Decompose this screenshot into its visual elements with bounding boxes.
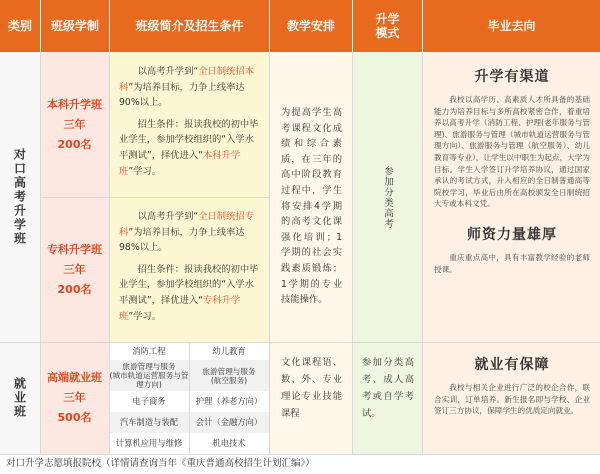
intro-highlight: 全日制统招专科 [119,211,254,238]
intro-text: ”学习。 [128,310,162,322]
footer-note: 对口升学志愿填报院校（详情请查询当年《重庆普通高校招生计划汇编》） [6,458,315,469]
intro-highlight: 本科升学班 [119,149,241,177]
mode-employ-text: 参加分类高考、成人高考或自学考试。 [362,357,414,419]
intro-undergrad-condition [119,117,259,179]
teaching-employ-text: 文化课程语、数、外、专业理论专业技能课程 [281,357,342,419]
job-item: 旅游管理与服务 (航空服务) [189,360,269,391]
major-undergrad-years: 三年 [63,117,86,131]
future-title-teachers: 师资力量雄厚 [467,226,557,243]
future-body-employ: 我校与相关企业进行广泛的校企合作，联合实训，订单培养。新生报名即与学校、企业签订三方协议，保障学生的优质定向就业。 [434,383,590,416]
header-mode: 升学 模式 [352,0,422,52]
mode-exam-text: 参加分类高考 [382,165,393,229]
mode-exam [352,52,422,342]
major-undergrad-name: 本科升学班 [47,97,102,111]
intro-junior [109,197,269,342]
grid-line [109,52,110,454]
intro-highlight: 全日制统招本科 [119,66,254,93]
intro-undergrad [109,52,269,197]
grid-line [40,197,269,198]
job-item: 电子商务 [132,396,166,406]
major-junior [40,197,109,342]
intro-text: ”学习。 [128,165,162,177]
teaching-employ [269,342,352,454]
major-employ-name: 高端就业班 [47,371,102,384]
job-item: 护理（养老方向） [195,396,263,406]
future-employ [422,342,600,454]
job-item: 机电技术 [212,438,246,448]
major-junior-name: 专科升学班 [47,242,102,256]
major-junior-years: 三年 [63,262,86,276]
future-body-teachers: 重庆重点高中，具有丰富教学经验的老师授课。 [434,252,590,274]
category-employ: 就业班 [0,342,40,454]
grid-line [422,52,423,454]
job-item: 幼儿教育 [212,345,246,356]
header-future: 毕业去向 [422,0,600,52]
intro-text: ”为培养目标，力争上线率达98%以上。 [119,226,245,254]
future-title-employ: 就业有保障 [474,357,550,373]
intro-text: 招生条件：报读我校的初中毕业学生，参加学校组织的“入学水平测试”，择优进入“ [119,118,259,161]
major-employ [40,342,109,454]
major-undergrad-quota: 200名 [57,137,92,151]
intro-undergrad-goal [119,64,259,111]
major-undergrad [40,52,109,197]
job-item: 消防工程 [132,345,166,356]
grid-line [189,342,190,454]
intro-text: 招生条件：报读我校的初中毕业学生，参加学校组织的“入学水平测试”，择优进入“ [119,263,259,306]
grid-line [352,52,353,454]
major-employ-quota: 500名 [57,411,92,424]
future-exam [422,52,600,342]
future-body-channel: 我校以高学历、高素质人才所具备的基础能力为培养目标与多所高校紧密合作，着重培养以高考升学（消防工程、护理(老年服务与管理)、旅游服务与管理（城市轨道运营服务与管理方向）、旅游服务与管理（航空服务）、幼儿教育等专业），让学生以中职生为起点，大学为目标。学生入学签订升学培养协议，通过国家承认的考试方式，升入相应的全日制普通高等院校学习，毕业后由所在高校颁发全日制统招大专或本科文凭。 [434,95,590,209]
intro-text: ”为培养目标，力争上线率达90%以上。 [119,81,245,109]
header-teaching: 教学安排 [269,0,352,52]
header-major: 班级学制 [40,0,109,52]
mode-employ [352,342,422,454]
intro-text: 以高考升学到“ [137,211,199,222]
job-item: 汽车制造与装配 [109,412,189,433]
intro-junior-condition [119,262,259,324]
category-exam: 对口高考升学班 [0,52,40,342]
intro-highlight: 专科升学班 [119,294,241,322]
header-intro: 班级简介及招生条件 [109,0,269,52]
teaching-exam [269,52,352,342]
intro-text: 以高考升学到“ [137,66,199,77]
teaching-exam-text: 为提高学生高考课程文化成绩和综合素质，在三年的高中阶段教育过程中，学生将安排4学期的高考文化课强化培训；1学期的社会实践素质锻炼；1学期的专业技能操作。 [281,107,342,306]
job-item: 计算机应用与维修 [115,438,183,448]
future-title-channel: 升学有渠道 [474,69,550,85]
job-item: 会计（金融方向） [189,412,269,433]
grid-line [269,52,270,454]
header-category: 类别 [0,0,40,52]
job-item: 旅游管理与服务 (城市轨道运营服务与管理方向) [109,362,189,389]
major-junior-quota: 200名 [57,282,92,296]
intro-junior-goal [119,209,259,256]
grid-line [0,342,600,343]
major-employ-years: 三年 [63,391,86,404]
grid-line [40,52,41,454]
